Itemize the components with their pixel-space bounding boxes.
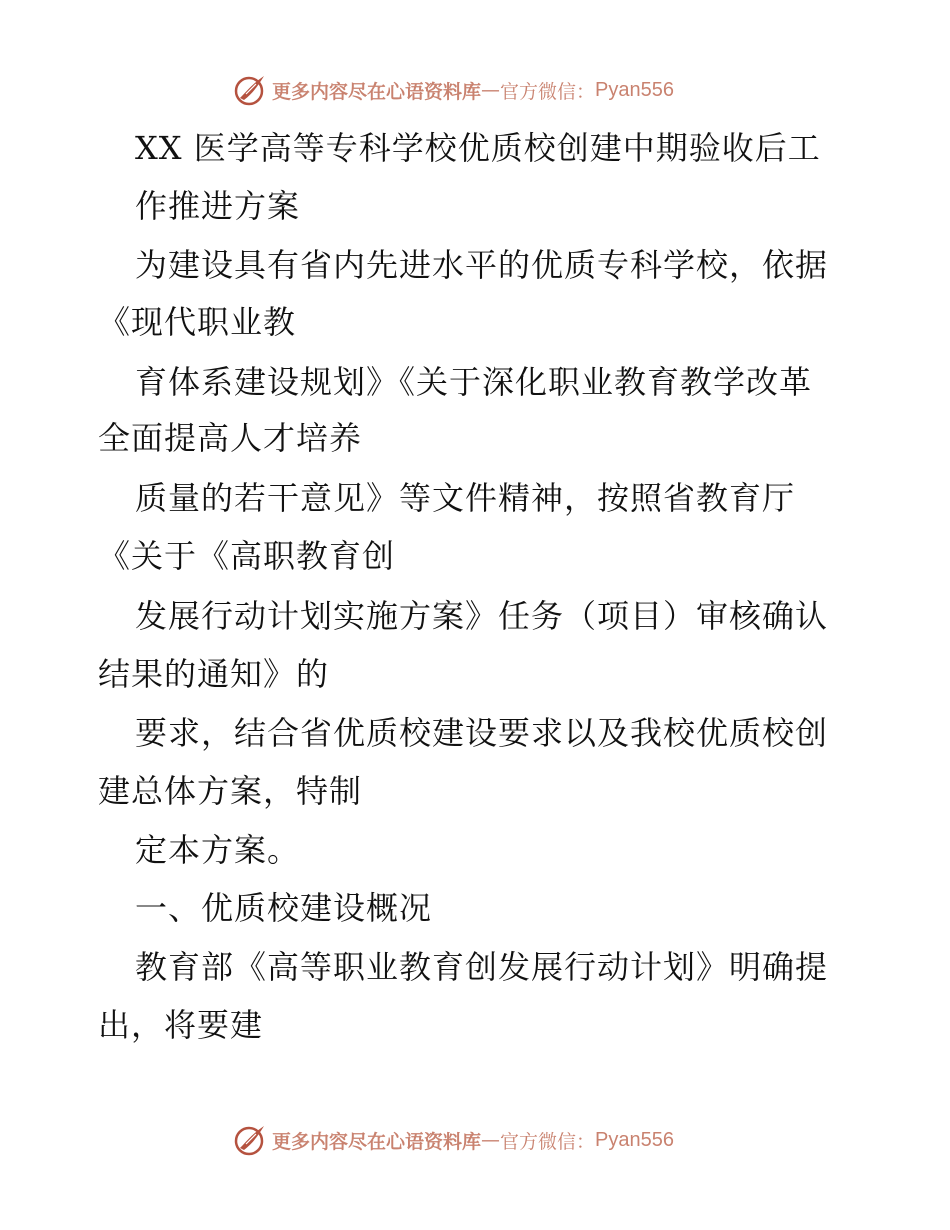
section-heading: 一、优质校建设概况	[135, 889, 433, 927]
paragraph-line: 结果的通知》的	[98, 655, 330, 693]
title-line-1: XX 医学高等专科学校优质校创建中期验收后工	[135, 129, 821, 167]
paragraph-line: 《关于《高职教育创	[98, 537, 396, 575]
paragraph-line: 育体系建设规划》《关于深化职业教育教学改革	[135, 363, 813, 401]
paragraph-line: 出，将要建	[98, 1006, 264, 1044]
header-watermark	[232, 70, 752, 110]
paragraph-line: 为建设具有省内先进水平的优质专科学校，依据	[135, 246, 829, 284]
watermark-dash: —	[481, 79, 501, 101]
watermark-main-text: 更多内容尽在心语资料库	[272, 80, 482, 103]
watermark-sub-text: 官方微信：	[500, 1130, 596, 1153]
watermark-main-text: 更多内容尽在心语资料库	[272, 1130, 482, 1153]
paragraph-line: 建总体方案，特制	[98, 772, 363, 810]
footer-watermark	[232, 1120, 752, 1160]
title-line-2: 作推进方案	[135, 187, 301, 225]
quill-seal-icon	[232, 72, 268, 108]
watermark-wechat-id: Pyan556	[595, 78, 674, 101]
paragraph-line: 全面提高人才培养	[98, 419, 363, 457]
paragraph-line: 定本方案。	[135, 831, 301, 869]
watermark-sub-text: 官方微信：	[500, 80, 596, 103]
paragraph-line: 发展行动计划实施方案》任务（项目）审核确认	[135, 597, 829, 635]
watermark-wechat-id: Pyan556	[595, 1128, 674, 1151]
paragraph-line: 教育部《高等职业教育创发展行动计划》明确提	[135, 948, 829, 986]
paragraph-line: 质量的若干意见》等文件精神，按照省教育厅	[135, 479, 796, 517]
quill-seal-icon	[232, 1122, 268, 1158]
watermark-dash: —	[481, 1129, 501, 1151]
paragraph-line: 要求，结合省优质校建设要求以及我校优质校创	[135, 714, 829, 752]
paragraph-line: 《现代职业教	[98, 303, 297, 341]
